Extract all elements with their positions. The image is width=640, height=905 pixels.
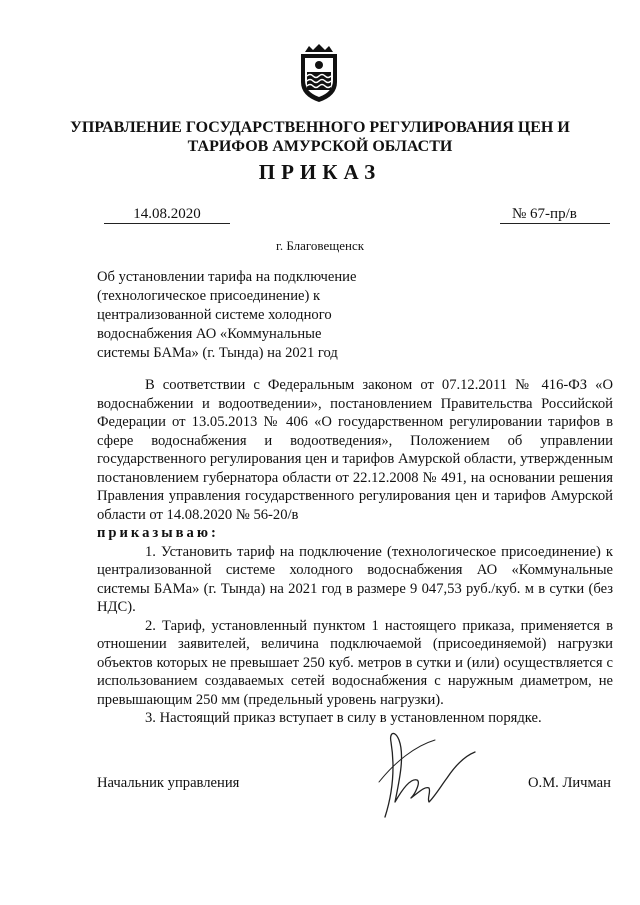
subject-line: (технологическое присоединение) к xyxy=(97,288,321,304)
subject-line: Об установлении тарифа на подключение xyxy=(97,269,357,285)
document-date: 14.08.2020 xyxy=(104,205,230,224)
subject-line: системы БАМа» (г. Тында) на 2021 год xyxy=(97,345,338,361)
subject-line: водоснабжения АО «Коммунальные xyxy=(97,326,322,342)
handwritten-signature xyxy=(365,722,485,832)
organization-name xyxy=(40,118,600,156)
order-item-3: 3. Настоящий приказ вступает в силу в установленном порядке. xyxy=(145,710,542,726)
document-city: г. Благовещенск xyxy=(275,238,365,253)
document-number: № 67-пр/в xyxy=(500,205,610,224)
signatory-title: Начальник управления xyxy=(97,775,240,791)
organization-name-line-1: УПРАВЛЕНИЕ ГОСУДАРСТВЕННОГО РЕГУЛИРОВАНИЯ ЦЕН И xyxy=(70,119,570,136)
subject-line: централизованной системе холодного xyxy=(97,307,332,323)
order-word: приказываю: xyxy=(97,525,219,541)
document-type: ПРИКАЗ xyxy=(258,160,382,184)
document-subject xyxy=(97,268,397,363)
coat-of-arms-icon xyxy=(297,44,341,104)
preamble-paragraph: В соответствии с Федеральным законом от 07.12.2011 № 416-ФЗ «О водоснабжении и водоотведении», постановлением Правительства Российской Федерации от 13.05.2013 № 406 «О государственном регулировании тарифов в сфере водоснабжения и водоотведения», Положением об управлении государственного регулирования цен и тарифов Амурской области, утвержденным постановлением губернатора области от 22.12.2008 № 491, на основании решения Правления управления государственного регулирования цен и тарифов Амурской области от 14.08.2020 № 56-20/в xyxy=(97,377,613,523)
document-body xyxy=(97,376,613,728)
order-item-2: 2. Тариф, установленный пунктом 1 настоящего приказа, применяется в отношении заявителей, величина подключаемой (присоединяемой) нагрузки объектов которых не превышает 250 куб. метров в сутки и (или) осуществляется с использованием создаваемых сетей водоснабжения с наружным диаметром, не превышающим 250 мм (предельный уровень нагрузки). xyxy=(97,617,613,708)
order-item-1: 1. Установить тариф на подключение (технологическое присоединение) к централизованной системе холодного водоснабжения АО «Коммунальные системы БАМа» (г. Тында) на 2021 год в размере 9 047,53 руб./куб. м в сутки (без НДС). xyxy=(97,543,613,615)
signatory-name: О.М. Личман xyxy=(528,775,611,791)
organization-name-line-2: ТАРИФОВ АМУРСКОЙ ОБЛАСТИ xyxy=(187,138,453,155)
